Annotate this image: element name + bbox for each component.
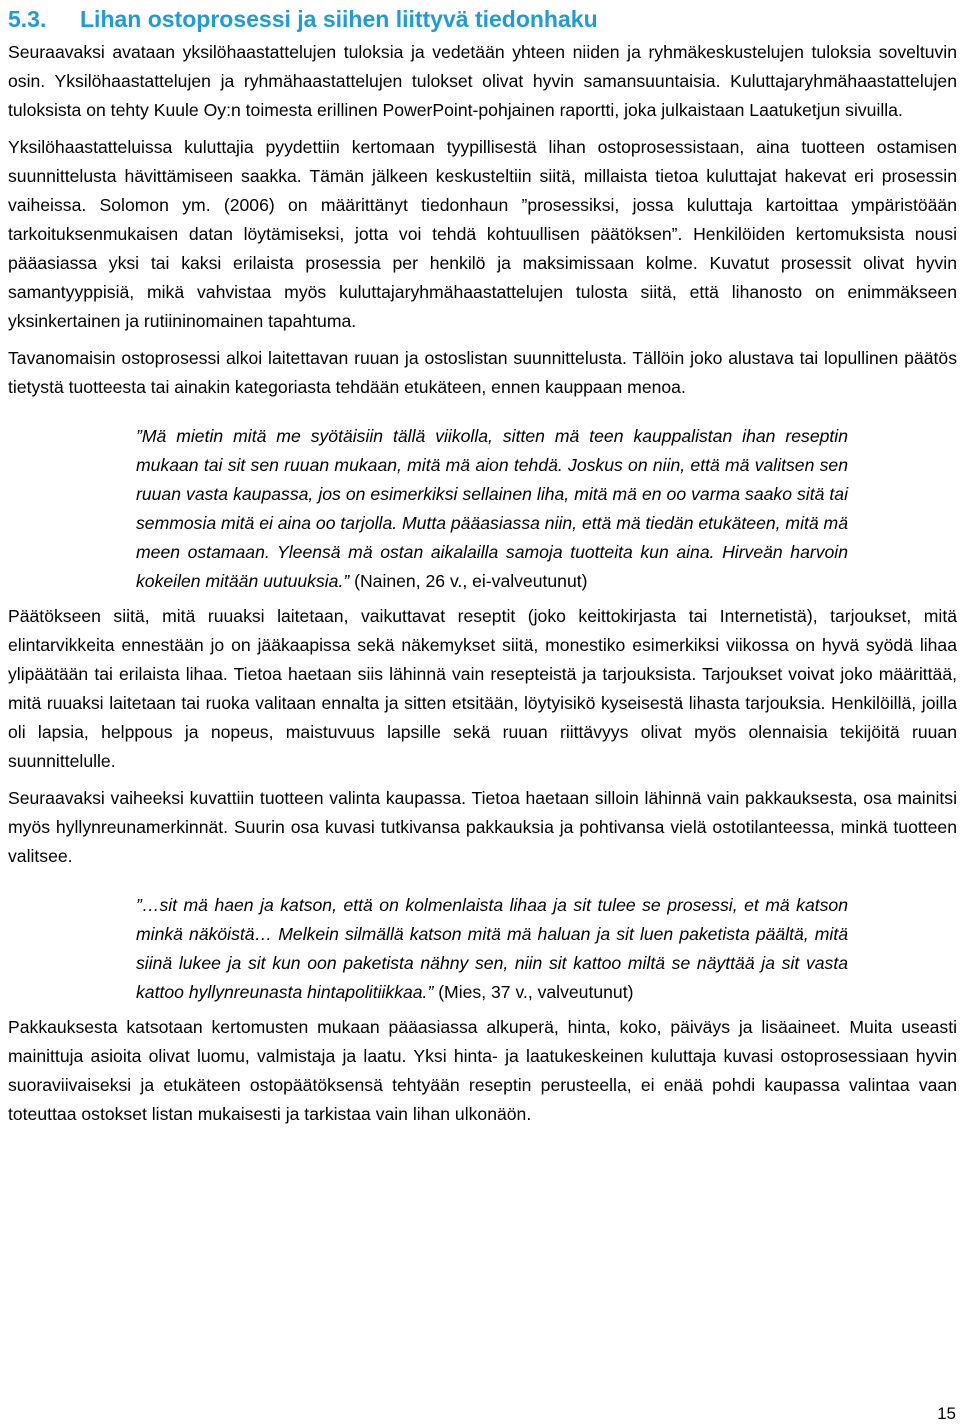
document-page [8,4,957,1137]
paragraph-decision: Päätökseen siitä, mitä ruuaksi laitetaan, vaikuttavat reseptit (joko keittokirjasta tai Internetistä), tarjoukset, mitä elintarvikkeita ennestään jo on jääkaapissa sekä näkemykset siitä, monestiko esimerkiksi viikossa on hyvä syödä lihaa ylipäätään tai erilaista lihaa. Tietoa haetaan siis lähinnä vain resepteistä ja tarjouksista. Tarjoukset voivat joko määrittää, mitä ruuaksi laitetaan tai ruoka valitaan ennalta ja sitten etsitään, löytyisikö kyseisestä lihasta tarjouksia. Henkilöillä, joilla oli lapsia, helppous ja nopeus, maistuvuus lapsille sekä ruuan riittävyys olivat myös olennaisia tekijöitä ruuan suunnittelulle. [8,606,957,771]
paragraph-intro: Seuraavaksi avataan yksilöhaastattelujen tuloksia ja vedetään yhteen niiden ja ryhmäkeskustelujen tuloksia soveltuvin osin. Yksilöhaastattelujen ja ryhmähaastattelujen tulokset olivat hyvin samansuuntaisia. Kuluttajaryhmähaastattelujen tuloksista on tehty Kuule Oy:n toimesta erillinen PowerPoint-pohjainen raportti, joka julkaistaan Laatuketjun sivuilla. [8,42,957,120]
quote-2-text: ”…sit mä haen ja katson, että on kolmenlaista lihaa ja sit tulee se prosessi, et mä katson minkä näköistä… Melkein silmällä katson mitä mä haluan ja sit luen paketista päältä, mitä siinä lukee ja sit kun oon paketista nähny sen, niin sit kattoo miltä se näyttää ja sit vasta kattoo hyllynreunasta hintapolitiikkaa.” [136,895,848,1002]
quote-1-attribution: (Nainen, 26 v., ei-valveutunut) [354,571,588,591]
quote-2-attribution: (Mies, 37 v., valveutunut) [438,982,634,1002]
paragraph-store-choice: Seuraavaksi vaiheeksi kuvattiin tuotteen valinta kaupassa. Tietoa haetaan silloin lähinnä vain pakkauksesta, osa mainitsi myös hyllynreunamerkinnät. Suurin osa kuvasi tutkivansa pakkauksia ja pohtivansa vielä ostotilanteessa, minkä tuotteen valitsee. [8,788,957,866]
paragraph-package-info: Pakkauksesta katsotaan kertomusten mukaan pääasiassa alkuperä, hinta, koko, päiväys ja lisäaineet. Muita useasti mainittuja asioita olivat luomu, valmistaja ja laatu. Yksi hinta- ja laatukeskeinen kuluttaja kuvasi ostoprosessiaan hyvin suoraviivaiseksi ja etukäteen ostopäätöksensä tehtyään reseptin perusteella, ei enää pohdi kaupassa valintaa vaan toteuttaa ostokset listan mukaisesti ja tarkistaa vain lihan ulkonäön. [8,1017,957,1124]
quote-1-text: ”Mä mietin mitä me syötäisiin tällä viikolla, sitten mä teen kauppalistan ihan reseptin mukaan tai sit sen ruuan mukaan, mitä mä aion tehdä. Joskus on niin, että mä valitsen sen ruuan vasta kaupassa, jos on esimerkiksi sellainen liha, mitä mä en oo varma saako sitä tai semmosia mitä ei aina oo tarjolla. Mutta pääasiassa niin, että mä tiedän etukäteen, mitä mä meen ostamaan. Yleensä mä ostan aikalailla samoja tuotteita kun aina. Hirveän harvoin kokeilen mitään uutuuksia.” [136,426,848,591]
section-number: 5.3. [8,6,47,32]
section-title: Lihan ostoprosessi ja siihen liittyvä tiedonhaku [80,6,598,32]
page-number: 15 [937,1404,956,1423]
paragraph-typical-process: Tavanomaisin ostoprosessi alkoi laitettavan ruuan ja ostoslistan suunnittelusta. Tällöin joko alustava tai lopullinen päätös tietystä tuotteesta tai ainakin kategoriasta tehdään etukäteen, ennen kauppaan menoa. [8,348,957,397]
paragraph-interviews: Yksilöhaastatteluissa kuluttajia pyydettiin kertomaan tyypillisestä lihan ostoprosessistaan, aina tuotteen ostamisen suunnittelusta hävittämiseen saakka. Tämän jälkeen keskusteltiin siitä, millaista tietoa kuluttajat hakevat eri prosessin vaiheissa. Solomon ym. (2006) on määrittänyt tiedonhaun ”prosessiksi, jossa kuluttaja kartoittaa ympäristöään tarkoituksenmukaisen datan löytämiseksi, jotta voi tehdä kohtuullisen päätöksen”. Henkilöiden kertomuksista nousi pääasiassa yksi tai kaksi erilaista prosessia per henkilö ja maksimissaan kolme. Kuvatut prosessit olivat hyvin samantyyppisiä, mikä vahvistaa myös kuluttajaryhmähaastattelujen tulosta siitä, että lihanosto on enimmäkseen yksinkertainen ja rutiininomainen tapahtuma. [8,137,957,331]
interview-quote-2 [8,891,848,1007]
section-heading [8,4,957,34]
interview-quote-1 [8,422,848,596]
